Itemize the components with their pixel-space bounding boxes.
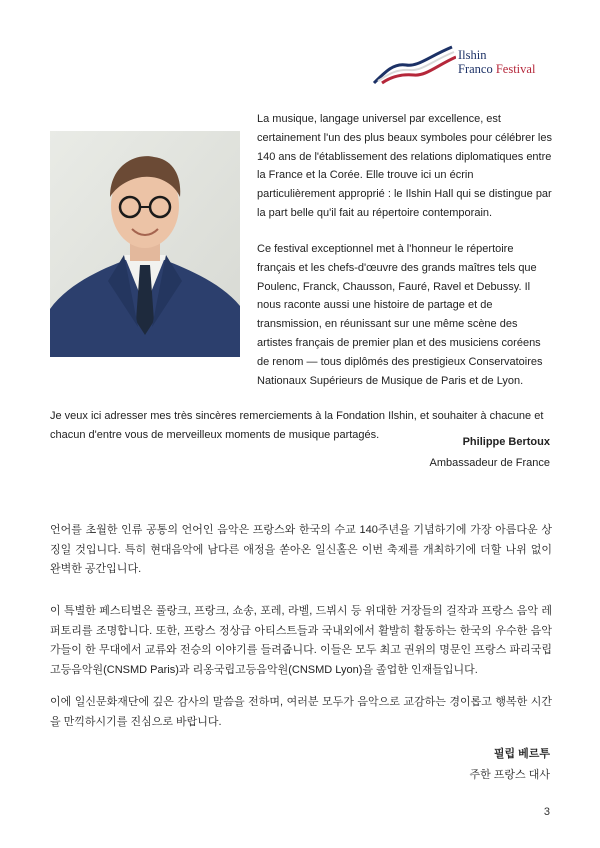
french-signature-title: Ambassadeur de France	[429, 457, 550, 469]
korean-paragraph-1: 언어를 초월한 인류 공통의 언어인 음악은 프랑스와 한국의 수교 140주년을 기념하기에 가장 아름다운 상징일 것입니다. 특히 현대음악에 남다른 애정을 쏟아온 일신홀은 이번 축제를 개최하기에 더할 나위 없이 완벽한 공간입니다.	[50, 524, 552, 575]
french-paragraph-2: Ce festival exceptionnel met à l'honneur le répertoire français et les chefs-d'œuvre des grands maîtres tels que Poulenc, Franck, Chausson, Fauré, Ravel et Debussy. Il nous raconte aussi une histoire de partage et de transmission, en réunissant sur une même scène des artistes français de premier plan et des musiciens coréens de renom — tous diplômés des prestigieux Conservatoires Nationaux Supérieurs de Musique de Paris et de Lyon.	[257, 243, 543, 387]
logo-festival: Festival	[495, 62, 536, 76]
page-number: 3	[543, 806, 550, 818]
korean-paragraph-2: 이 특별한 페스티벌은 풀랑크, 프랑크, 쇼송, 포레, 라벨, 드뷔시 등 위대한 거장들의 걸작과 프랑스 음악 레퍼토리를 조명합니다. 또한, 프랑스 정상급 아티스트들과 국내외에서 활발히 활동하는 한국의 우수한 음악가들이 한 무대에서 교류와 전승의 이야기를 들려줍니다. 이들은 모두 최고 권위의 명문인 프랑스 파리국립고등음악원(CNSMD Paris)과 리옹국립고등음악원(CNSMD Lyon)을 졸업한 인재들입니다.	[50, 605, 552, 676]
logo-line-2	[458, 62, 535, 76]
korean-paragraph-3: 이에 일신문화재단에 깊은 감사의 말씀을 전하며, 여러분 모두가 음악으로 교감하는 경이롭고 행복한 시간을 만끽하시기를 진심으로 바랍니다.	[50, 696, 552, 728]
french-paragraph-1: La musique, langage universel par excellence, est certainement l'un des plus beaux symboles pour célébrer les 140 ans de l'établissement des relations diplomatiques entre la France et la Corée. Elle trouve ici un écrin particulièrement approprié : le Ilshin Hall qui se distingue par la part belle qu'il fait au répertoire contemporain.	[257, 113, 552, 219]
korean-signature-name: 필립 베르투	[493, 748, 550, 760]
logo-line-1: Ilshin	[458, 48, 487, 62]
french-signature-name: Philippe Bertoux	[462, 436, 550, 448]
flag-ribbon-icon	[372, 43, 456, 85]
korean-signature-title: 주한 프랑스 대사	[469, 769, 550, 781]
ambassador-portrait-photo	[50, 131, 240, 357]
logo-franco: Franco	[458, 62, 496, 76]
french-paragraph-3: Je veux ici adresser mes très sincères remerciements à la Fondation Ilshin, et souhaiter à chacune et chacun d'entre vous de merveilleux moments de musique partagés.	[50, 410, 544, 441]
festival-logo	[372, 43, 562, 85]
